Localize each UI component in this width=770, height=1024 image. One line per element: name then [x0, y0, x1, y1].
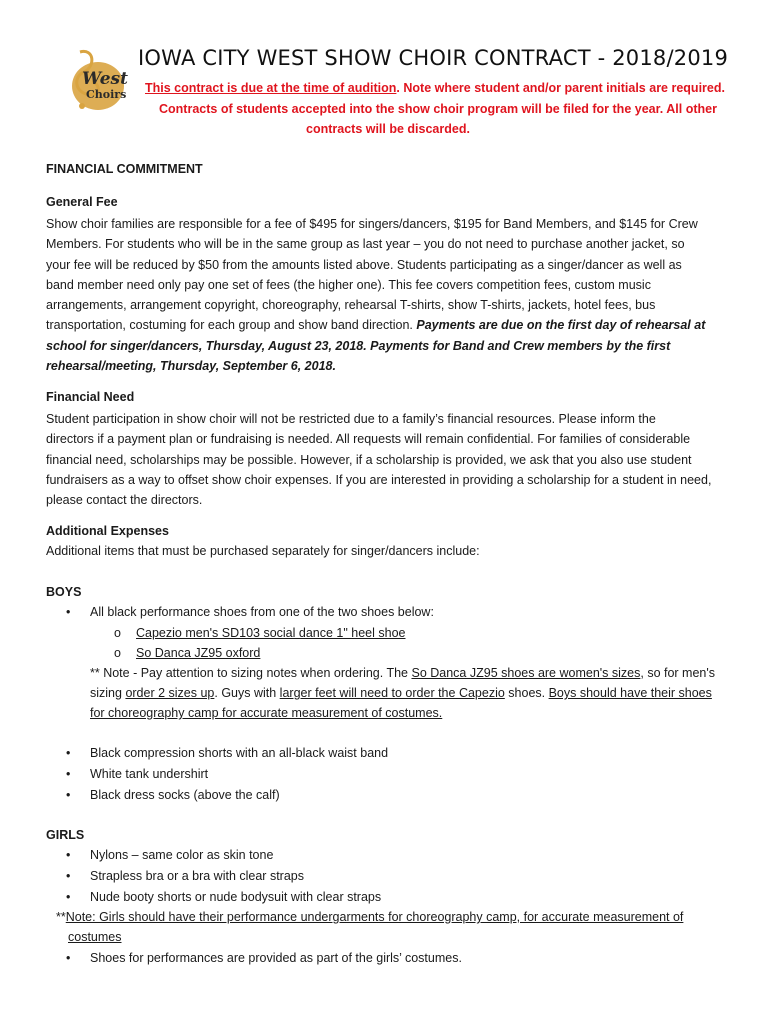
boys-note-line-1	[90, 666, 715, 680]
financial-need-line: directors if a payment plan or fundraising is needed. All requests will remain confidential. For families of considerable	[46, 432, 691, 447]
shoe-option-link[interactable]: So Danca JZ95 oxford	[136, 646, 261, 660]
general-fee-line: your fee will be reduced by $50 from the amounts listed above. Students participating as a singer/dancer as well as	[46, 257, 682, 272]
general-fee-paragraph	[46, 214, 736, 376]
page-title: IOWA CITY WEST SHOW CHOIR CONTRACT - 2018/2019	[138, 46, 729, 70]
general-fee-line: band member need only pay one set of fees (the higher one). This fee covers competition fees, custom music	[46, 277, 651, 292]
list-item	[114, 646, 260, 660]
list-item	[66, 848, 273, 862]
bullet: •	[66, 848, 71, 862]
notice-initials: . Note where student and/or parent initials are required.	[396, 81, 725, 95]
girls-heading: GIRLS	[46, 828, 85, 842]
bullet: •	[66, 951, 71, 965]
girls-note-line-2: costumes	[68, 930, 122, 944]
girls-note-line-1	[56, 910, 683, 924]
notice-due-underlined: This contract is due at the time of audition	[145, 81, 397, 95]
payment-due-line: rehearsal/meeting, Thursday, September 6, 2018.	[46, 359, 336, 374]
general-fee-line: Members. For students who will be in the same group as last year – you do not need to purchase another jacket, so	[46, 237, 685, 252]
note-text: Note: Girls should have their performance undergarments for choreography camp, for accurate measurement of	[65, 910, 684, 924]
list-item	[66, 746, 388, 760]
list-item	[66, 890, 381, 904]
additional-expenses-intro: Additional items that must be purchased separately for singer/dancers include:	[46, 544, 480, 558]
boys-heading: BOYS	[46, 585, 82, 599]
boys-note-line-2	[90, 686, 712, 700]
list-item	[66, 605, 434, 619]
list-item	[66, 869, 304, 883]
list-item	[66, 767, 208, 781]
logo-bottom-word: Choirs	[86, 88, 127, 101]
financial-need-heading: Financial Need	[46, 390, 135, 404]
bullet: •	[66, 869, 71, 883]
list-item-text: Black dress socks (above the calf)	[90, 788, 280, 802]
boys-note-line-3: for choreography camp for accurate measurement of costumes.	[90, 706, 443, 720]
general-fee-heading: General Fee	[46, 195, 118, 209]
bullet: •	[66, 746, 71, 760]
bullet: •	[66, 767, 71, 781]
list-item	[114, 626, 406, 640]
financial-need-line: please contact the directors.	[46, 493, 203, 508]
note-text: . Guys with	[214, 686, 280, 700]
note-text: order 2 sizes up	[125, 686, 215, 700]
note-text: So Danca JZ95 shoes are women's sizes	[411, 666, 641, 680]
list-item-text: Shoes for performances are provided as part of the girls’ costumes.	[90, 951, 462, 965]
bullet: •	[66, 788, 71, 802]
list-item-text: All black performance shoes from one of the two shoes below:	[90, 605, 434, 619]
payment-due-line: school for singer/dancers, Thursday, August 23, 2018. Payments for Band and Crew members by the first	[46, 338, 671, 353]
note-text: Boys should have their shoes	[548, 686, 712, 700]
list-item-text: Strapless bra or a bra with clear straps	[90, 869, 304, 883]
financial-commitment-heading: FINANCIAL COMMITMENT	[46, 162, 203, 176]
general-fee-text: transportation, costuming for each group and show band direction.	[46, 318, 417, 333]
note-text: shoes.	[504, 686, 549, 700]
bullet: •	[66, 890, 71, 904]
list-item	[66, 951, 462, 965]
west-choirs-logo	[60, 44, 132, 114]
sub-bullet: o	[114, 646, 121, 660]
financial-need-line: fundraisers as a way to offset show choir expenses. If you are interested in providing a scholarship for a student in need,	[46, 472, 712, 487]
note-text: ** Note - Pay attention to sizing notes when ordering. The	[90, 666, 412, 680]
financial-need-line: financial need, scholarships may be possible. However, if a scholarship is provided, we ask that you also use student	[46, 452, 692, 467]
notice-line-1	[145, 81, 725, 95]
general-fee-line: Show choir families are responsible for a fee of $495 for singers/dancers, $195 for Band Members, and $145 for Crew	[46, 217, 698, 231]
financial-need-line: Student participation in show choir will not be restricted due to a family’s financial resources. Please inform the	[46, 412, 656, 426]
list-item-text: Nude booty shorts or nude bodysuit with clear straps	[90, 890, 382, 904]
sub-bullet: o	[114, 626, 121, 640]
financial-need-paragraph	[46, 409, 736, 510]
note-text: sizing	[90, 686, 126, 700]
notice-line-2: Contracts of students accepted into the show choir program will be filed for the year. All other	[159, 102, 717, 116]
list-item-text: Black compression shorts with an all-black waist band	[90, 746, 389, 760]
note-prefix: **	[56, 910, 66, 924]
bullet: •	[66, 605, 71, 619]
shoe-option-link[interactable]: Capezio men's SD103 social dance 1" heel shoe	[136, 626, 406, 640]
general-fee-line	[46, 315, 736, 335]
general-fee-line: arrangements, arrangement copyright, choreography, rehearsal T-shirts, show T-shirts, jackets, hotel fees, bus	[46, 298, 656, 313]
note-text: , so for men's	[640, 666, 716, 680]
logo-top-word: West	[82, 69, 128, 89]
list-item	[66, 788, 280, 802]
list-item-text: Nylons – same color as skin tone	[90, 848, 274, 862]
notice-line-3: contracts will be discarded.	[306, 122, 470, 136]
note-text: larger feet will need to order the Capezio	[279, 686, 505, 700]
payment-due-text: Payments are due on the first day of rehearsal at	[416, 318, 706, 333]
additional-expenses-heading: Additional Expenses	[46, 524, 169, 538]
list-item-text: White tank undershirt	[90, 767, 209, 781]
